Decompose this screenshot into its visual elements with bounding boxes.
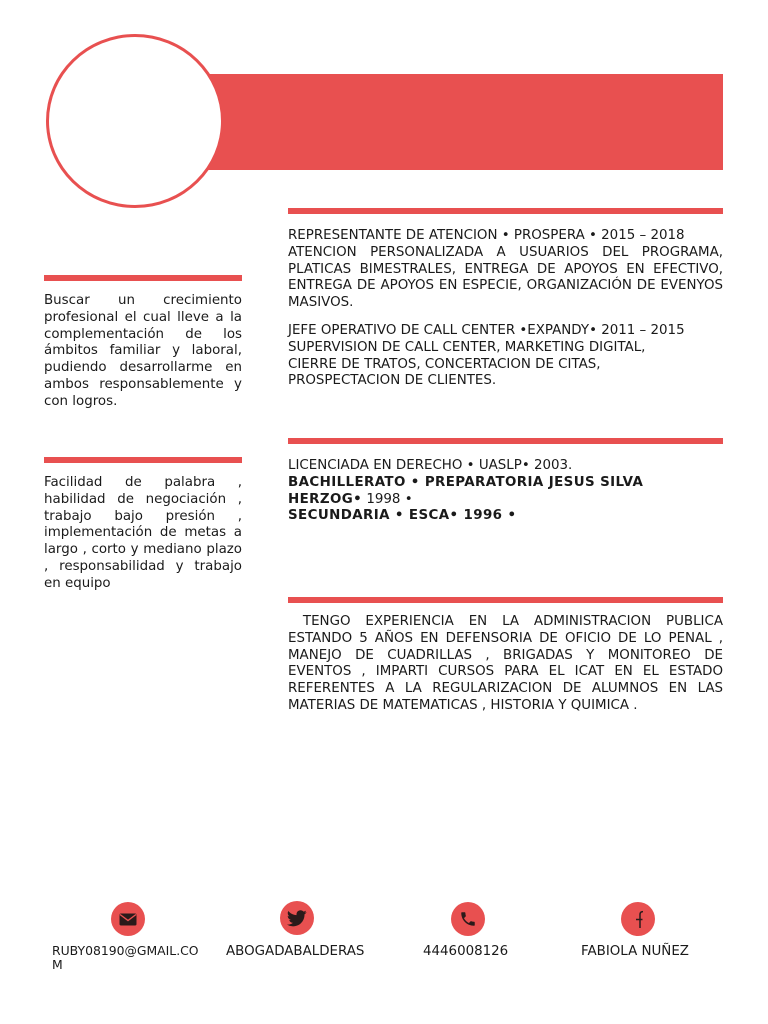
summary-divider bbox=[288, 597, 723, 603]
experience-2-line: SUPERVISION DE CALL CENTER, MARKETING DIGITAL, bbox=[288, 339, 646, 355]
contact-twitter[interactable]: ABOGADABALDERAS bbox=[226, 944, 365, 959]
objective-text: Buscar un crecimiento profesional el cual lleve a la complementación de los ámbitos familiar y laboral, pudiendo desarrollarme en ambos responsablemente y con logros. bbox=[44, 293, 242, 409]
education-highschool: BACHILLERATO • PREPARATORIA JESUS SILVA bbox=[288, 474, 644, 490]
skills-divider bbox=[44, 457, 242, 463]
education-degree: LICENCIADA EN DERECHO • UASLP• 2003. bbox=[288, 458, 573, 473]
twitter-bird-icon bbox=[280, 901, 314, 935]
skills-text: Facilidad de palabra , habilidad de negociación , trabajo bajo presión , implementación de metas a largo , corto y mediano plazo , responsabilidad y trabajo en equipo bbox=[44, 475, 242, 591]
experience-section bbox=[288, 228, 723, 390]
objective-divider bbox=[44, 275, 242, 281]
contact-phone[interactable]: 4446008126 bbox=[423, 944, 509, 959]
experience-divider bbox=[288, 208, 723, 214]
header-banner bbox=[200, 74, 723, 170]
contact-facebook[interactable]: FABIOLA NUÑEZ bbox=[581, 944, 689, 959]
experience-2-line: PROSPECTACION DE CLIENTES. bbox=[288, 373, 497, 389]
contact-email[interactable]: RUBY08190@GMAIL.COM bbox=[52, 943, 199, 972]
phone-icon bbox=[451, 902, 485, 936]
experience-1-description: ATENCION PERSONALIZADA A USUARIOS DEL PROGRAMA, PLATICAS BIMESTRALES, ENTREGA DE APOYOS EN EFECTIVO, ENTREGA DE APOYOS EN ESPECIE, ORGANIZACIÓN DE EVENYOS MASIVOS. bbox=[288, 244, 723, 311]
experience-2-line: CIERRE DE TRATOS, CONCERTACION DE CITAS, bbox=[288, 356, 601, 372]
profile-photo-placeholder bbox=[46, 34, 224, 208]
education-secondary: SECUNDARIA • ESCA• 1996 • bbox=[288, 508, 517, 524]
education-divider bbox=[288, 438, 723, 444]
summary-text: TENGO EXPERIENCIA EN LA ADMINISTRACION PUBLICA ESTANDO 5 AÑOS EN DEFENSORIA DE OFICIO DE LO PENAL , MANEJO DE CUADRILLAS , BRIGADAS Y MONITOREO DE EVENTOS , IMPARTI CURSOS PARA EL ICAT EN EL ESTADO REFERENTES A LA REGULARIZACION DE ALUMNOS EN LAS MATERIAS DE MATEMATICAS , HISTORIA Y QUIMICA . bbox=[288, 614, 728, 713]
experience-2-title: JEFE OPERATIVO DE CALL CENTER •EXPANDY• 2011 – 2015 bbox=[288, 322, 685, 338]
education-highschool-year: 1998 • bbox=[362, 491, 413, 507]
facebook-icon bbox=[621, 902, 655, 936]
education-highschool-cont: HERZOG• bbox=[288, 491, 363, 507]
experience-1-title: REPRESENTANTE DE ATENCION • PROSPERA • 2015 – 2018 bbox=[288, 228, 685, 243]
envelope-icon bbox=[111, 902, 145, 936]
education-section bbox=[288, 458, 723, 525]
